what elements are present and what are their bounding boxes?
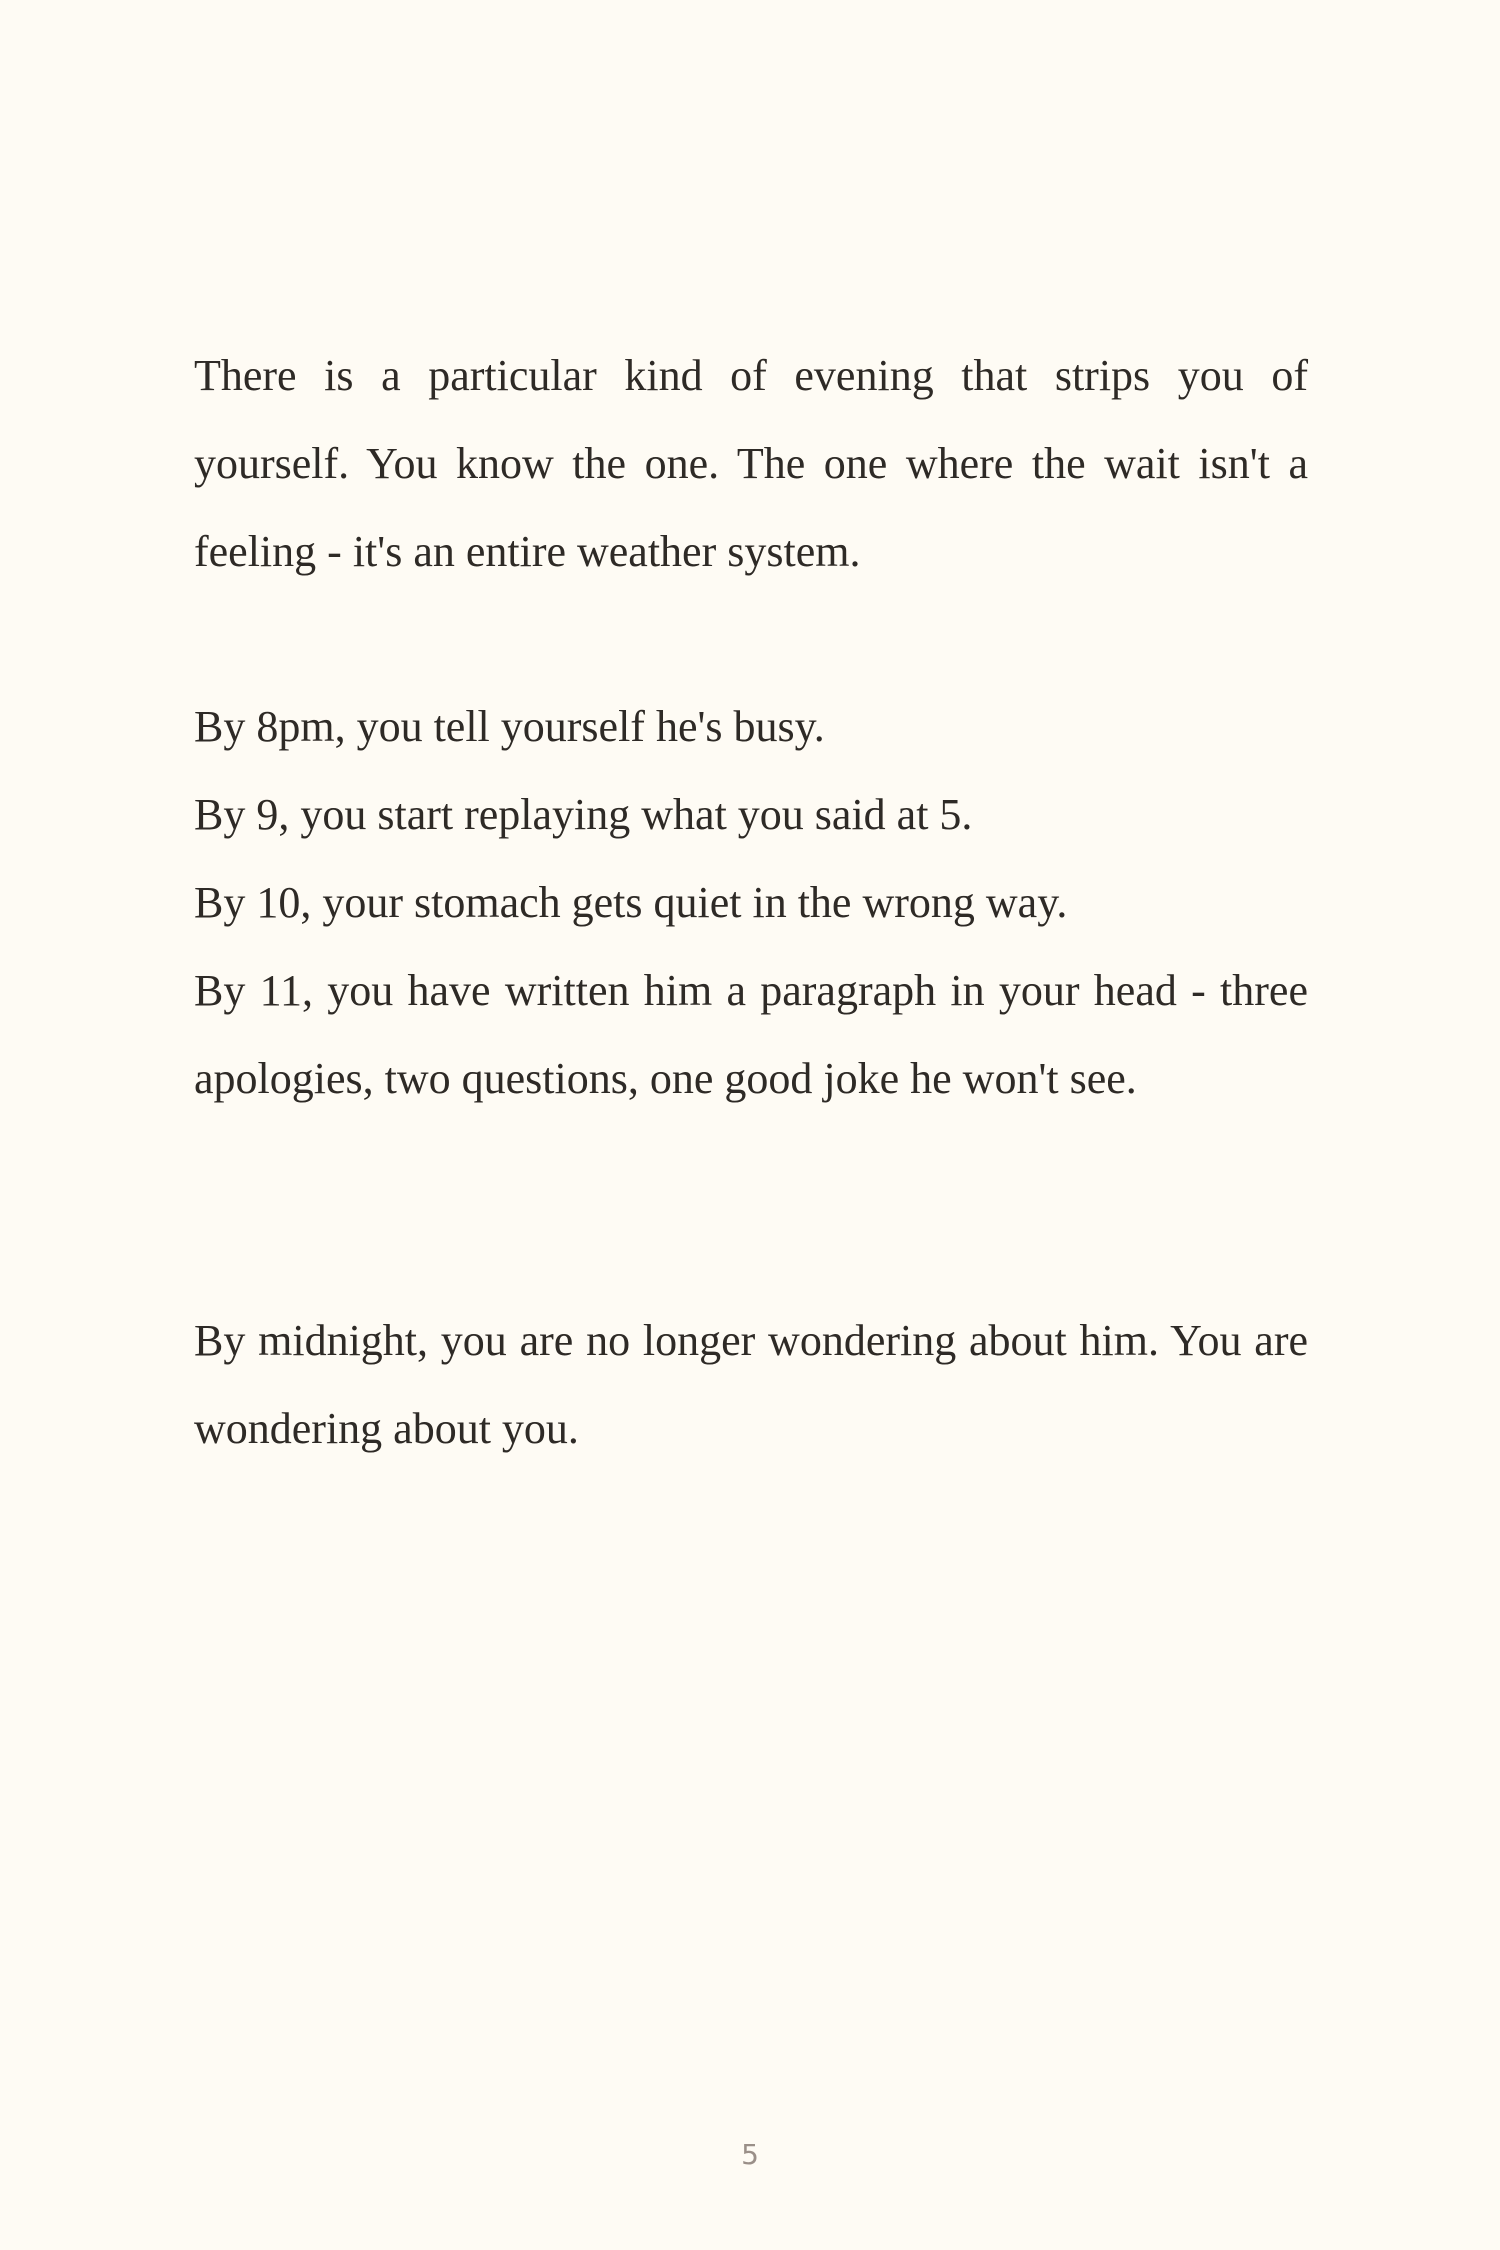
timeline-line-8pm: By 8pm, you tell yourself he's busy.	[194, 702, 825, 751]
page-number: 5	[741, 2138, 759, 2171]
timeline-line-11: By 11, you have written him a paragraph in your head - three apologies, two questions, one good joke he won't see.	[194, 966, 1308, 1103]
timeline-line-9: By 9, you start replaying what you said at 5.	[194, 790, 973, 839]
paragraph-midnight: By midnight, you are no longer wondering about him. You are wondering about you.	[194, 1316, 1308, 1453]
paragraph-timeline	[194, 683, 1308, 1123]
timeline-line-10: By 10, your stomach gets quiet in the wrong way.	[194, 878, 1068, 927]
paragraph-evening: There is a particular kind of evening that strips you of yourself. You know the one. The one where the wait isn't a feeling - it's an entire weather system.	[194, 351, 1308, 576]
